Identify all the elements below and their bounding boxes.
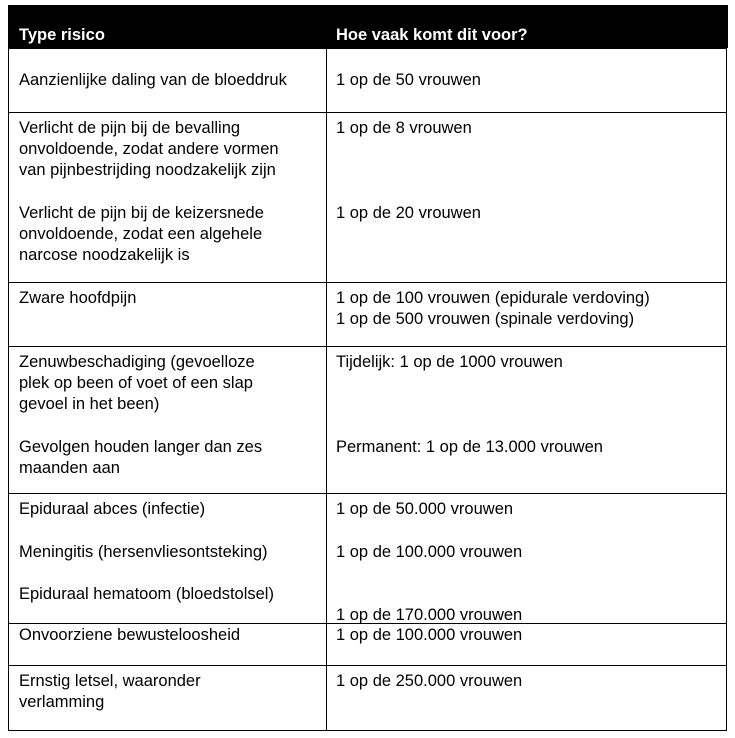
risk-text: Zware hoofdpijn (19, 289, 137, 307)
frequency-text: 1 op de 100.000 vrouwen (336, 543, 523, 561)
risk-text: Verlicht de pijn bij de bevalling (19, 119, 241, 137)
risk-text: narcose noodzakelijk is (19, 246, 190, 264)
risk-text: verlamming (19, 693, 105, 711)
risk-text: Onvoorziene bewusteloosheid (19, 626, 241, 644)
risk-text: Aanzienlijke daling van de bloeddruk (19, 71, 287, 89)
risk-text: onvoldoende, zodat een algehele (19, 225, 263, 243)
frequency-text: 1 op de 8 vrouwen (336, 119, 472, 137)
frequency-text: 1 op de 250.000 vrouwen (336, 672, 523, 690)
frequency-text: 1 op de 50.000 vrouwen (336, 500, 514, 518)
table-row (9, 282, 726, 346)
risk-text: van pijnbestrijding noodzakelijk zijn (19, 161, 276, 179)
table-row (9, 112, 726, 282)
risk-text: maanden aan (19, 459, 120, 477)
risk-text: Ernstig letsel, waaronder (19, 672, 201, 690)
risk-text: Verlicht de pijn bij de keizersnede (19, 204, 264, 222)
risk-text: Epiduraal hematoom (bloedstolsel) (19, 585, 274, 603)
risk-text: Meningitis (hersenvliesontsteking) (19, 543, 268, 561)
header-frequency: Hoe vaak komt dit voor? (336, 26, 528, 44)
frequency-text: 1 op de 500 vrouwen (spinale verdoving) (336, 310, 635, 328)
frequency-text: 1 op de 170.000 vrouwen (336, 606, 523, 624)
frequency-text: 1 op de 100 vrouwen (epidurale verdoving) (336, 289, 650, 307)
frequency-text: 1 op de 20 vrouwen (336, 204, 481, 222)
header-type-risico: Type risico (19, 26, 105, 44)
risk-text: plek op been of voet of een slap (19, 374, 253, 392)
frequency-text: Permanent: 1 op de 13.000 vrouwen (336, 438, 603, 456)
frequency-text: 1 op de 50 vrouwen (336, 71, 481, 89)
risk-text: gevoel in het been) (19, 395, 160, 413)
frequency-text: Tijdelijk: 1 op de 1000 vrouwen (336, 353, 563, 371)
risk-text: Epiduraal abces (infectie) (19, 500, 206, 518)
risk-text: onvoldoende, zodat andere vormen (19, 140, 279, 158)
frequency-text: 1 op de 100.000 vrouwen (336, 626, 523, 644)
table-row (9, 665, 726, 730)
table-row (9, 346, 726, 493)
risk-table (8, 5, 727, 731)
table-header-row (8, 5, 728, 48)
risk-text: Zenuwbeschadiging (gevoelloze (19, 353, 255, 371)
risk-text: Gevolgen houden langer dan zes (19, 438, 263, 456)
table-row (9, 623, 726, 666)
table-row (9, 48, 726, 113)
table-row (9, 493, 726, 623)
